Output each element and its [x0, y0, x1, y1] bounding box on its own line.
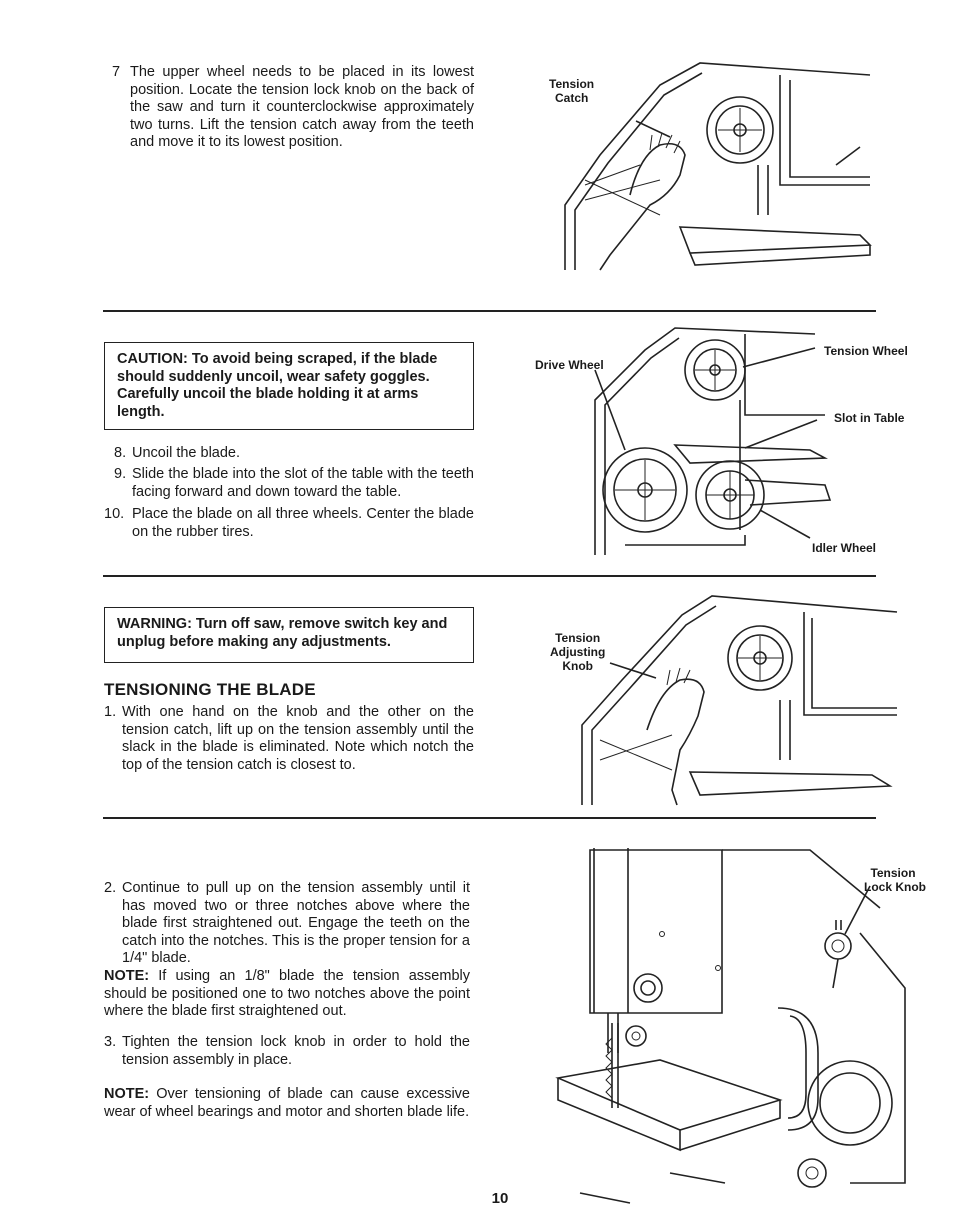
figure-tension-lock-knob: [550, 838, 930, 1208]
figure-tension-adjusting: [572, 590, 902, 815]
step-text: The upper wheel needs to be placed in its lowest position. Locate the tension lock knob on the back of the saw and turn it counterclockwise approximately two turns. Lift the tension catch away from the teeth and move it to its lowest position.: [130, 64, 474, 151]
section-heading: TENSIONING THE BLADE: [104, 680, 316, 699]
divider-3: [103, 817, 876, 819]
note-blade-size: NOTE: If using an 1/8" blade the tension assembly should be positioned one to two notches above the point where the blade first straightened out.: [104, 968, 470, 1020]
fig2-slot-label: Slot in Table: [834, 411, 905, 425]
note-over-tension: NOTE: Over tensioning of blade can cause excessive wear of wheel bearings and motor and shorten blade life.: [104, 1086, 470, 1120]
warning-box: WARNING: Turn off saw, remove switch key and unplug before making any adjustments.: [104, 607, 474, 663]
divider-2: [103, 575, 876, 577]
fig3-label: Tension Adjusting Knob: [550, 631, 606, 673]
figure-tension-catch: [540, 55, 900, 285]
fig2-drive-wheel-label: Drive Wheel: [535, 358, 604, 372]
page-number: 10: [491, 1190, 509, 1207]
fig2-tension-wheel-label: Tension Wheel: [824, 344, 908, 358]
divider-1: [103, 310, 876, 312]
fig2-idler-wheel-label: Idler Wheel: [812, 541, 877, 555]
caution-box: CAUTION: To avoid being scraped, if the blade should suddenly uncoil, wear safety goggles. Carefully uncoil the blade holding it at arms length.: [104, 342, 474, 430]
figure-blade-install: [585, 320, 915, 565]
fig4-label: Tension Lock Knob: [864, 866, 926, 894]
fig1-label: Tension Catch: [549, 77, 595, 105]
step-number: 7: [112, 64, 121, 80]
